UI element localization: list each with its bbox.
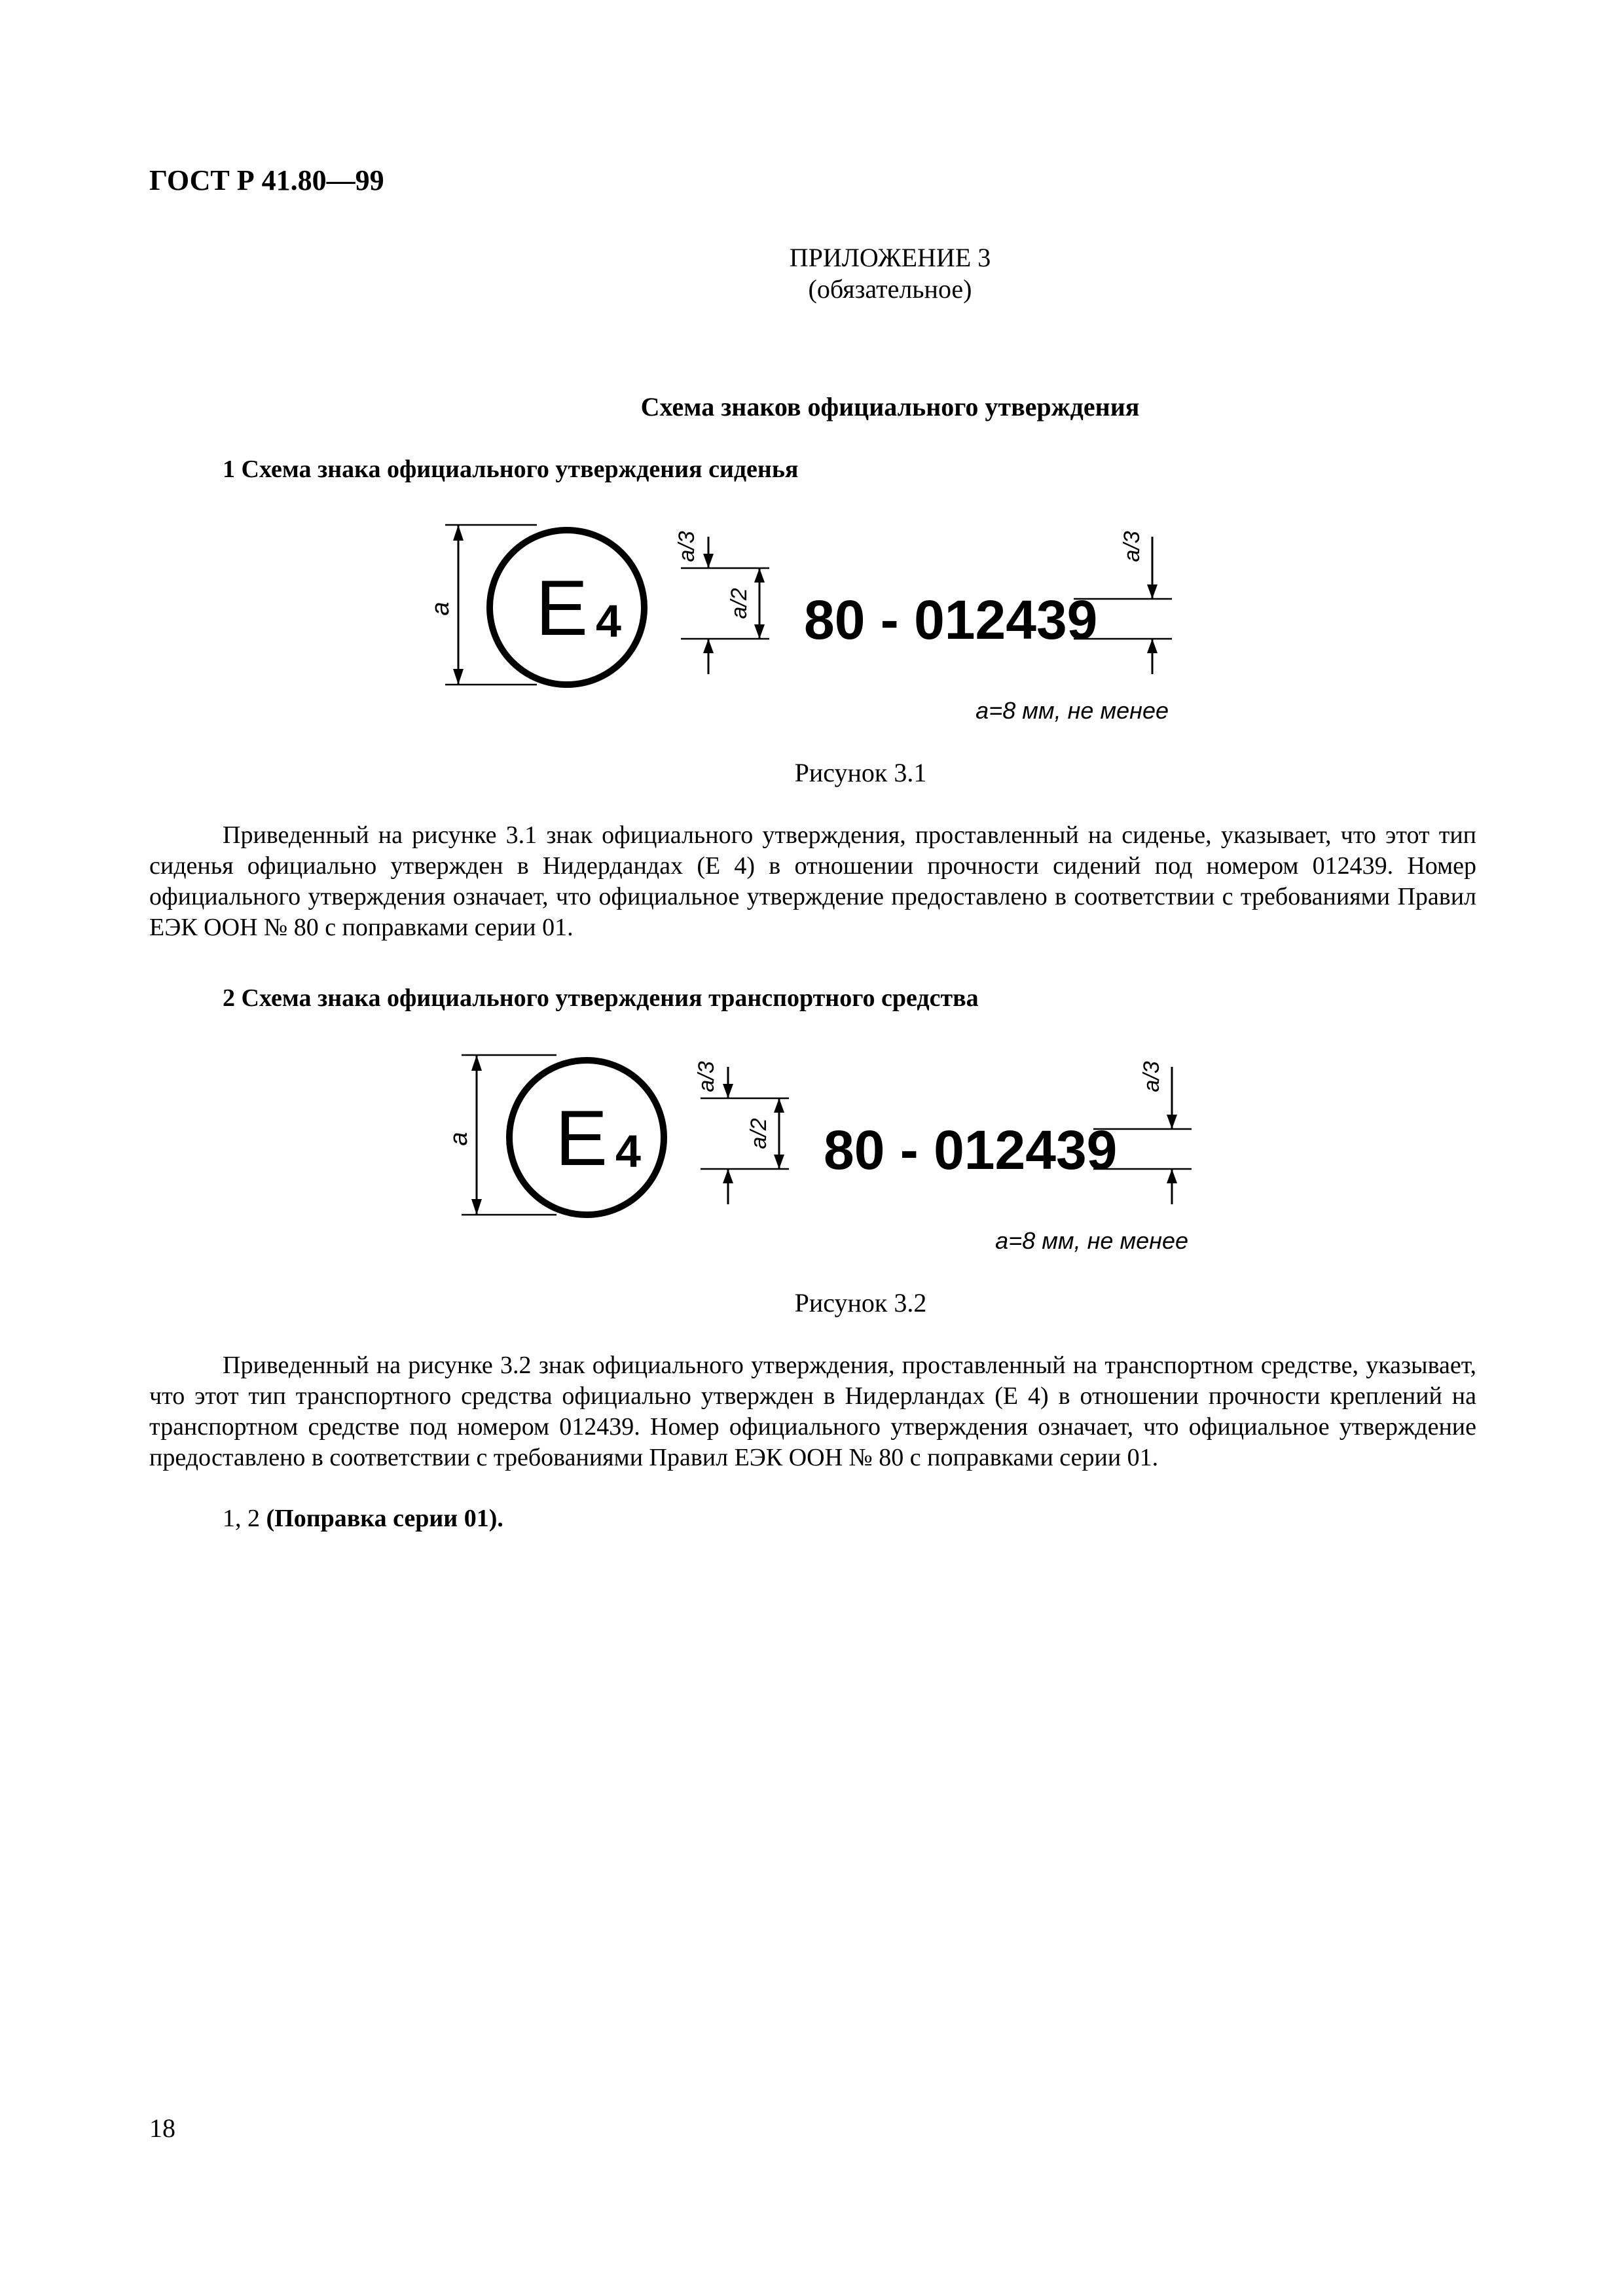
- section-2-title: 2 Схема знака официального утверждения транспортного средства: [223, 984, 979, 1012]
- dim-a3-label-right: a/3: [1139, 1061, 1164, 1092]
- amendment-prefix: 1, 2: [223, 1505, 260, 1532]
- dim-a3-label: a/3: [674, 531, 699, 562]
- paragraph-text: Приведенный на рисунке 3.2 знак официального утверждения, проставленный на транспортном средстве, указывает, что этот тип транспортного средства официально утвержден в Нидерландах (Е 4) в отношении прочности креплений на транспортном средстве под номером 012439. Номер официального утверждения означает, что официальное утверждение предоставлено в соответствии с требованиями Правил ЕЭК ООН № 80 с поправками серии 01.: [149, 1352, 1476, 1471]
- appendix-title: ПРИЛОЖЕНИЕ 3: [789, 243, 991, 272]
- figure-3-1-caption: Рисунок 3.1: [794, 758, 927, 787]
- country-code: 4: [596, 596, 621, 647]
- approval-number: 80 - 012439: [824, 1119, 1118, 1181]
- section-2-paragraph: [149, 1350, 1476, 1473]
- dim-a2-label: a/2: [727, 588, 752, 619]
- section-1-paragraph: [149, 820, 1476, 943]
- main-title: Схема знаков официального утверждения: [640, 392, 1140, 422]
- circle-letter: E: [536, 564, 589, 652]
- figure-3-2-caption: Рисунок 3.2: [794, 1288, 927, 1318]
- size-note: a=8 мм, не менее: [976, 697, 1169, 724]
- section-1-title: 1 Схема знака официального утверждения сиденья: [223, 456, 799, 483]
- page-number: 18: [149, 2113, 175, 2143]
- appendix-heading: [0, 242, 1623, 305]
- figure-3-2: [0, 1041, 1623, 1263]
- amendment-text: (Поправка серии 01).: [266, 1505, 503, 1532]
- amendment-note: [223, 1504, 503, 1533]
- dim-a2-label: a/2: [746, 1118, 771, 1149]
- paragraph-text: Приведенный на рисунке 3.1 знак официального утверждения, проставленный на сиденье, указывает, что этот тип сиденья официально утвержден в Нидердандах (Е 4) в отношении прочности сидений под номером 012439. Номер официального утверждения означает, что официальное утверждение предоставлено в соответствии с требованиями Правил ЕЭК ООН № 80 с поправками серии 01.: [149, 821, 1476, 941]
- figure-3-1: [0, 511, 1623, 733]
- document-standard-header: ГОСТ Р 41.80—99: [149, 164, 384, 196]
- approval-number: 80 - 012439: [804, 589, 1098, 651]
- circle-letter: E: [555, 1094, 608, 1182]
- dim-a3-label: a/3: [694, 1061, 719, 1092]
- dim-a-label: a: [427, 601, 454, 616]
- country-code: 4: [615, 1126, 641, 1177]
- size-note: a=8 мм, не менее: [995, 1227, 1188, 1254]
- dim-a-label: a: [445, 1132, 473, 1146]
- dim-a3-label-right: a/3: [1120, 531, 1144, 562]
- appendix-note: (обязательное): [808, 274, 972, 304]
